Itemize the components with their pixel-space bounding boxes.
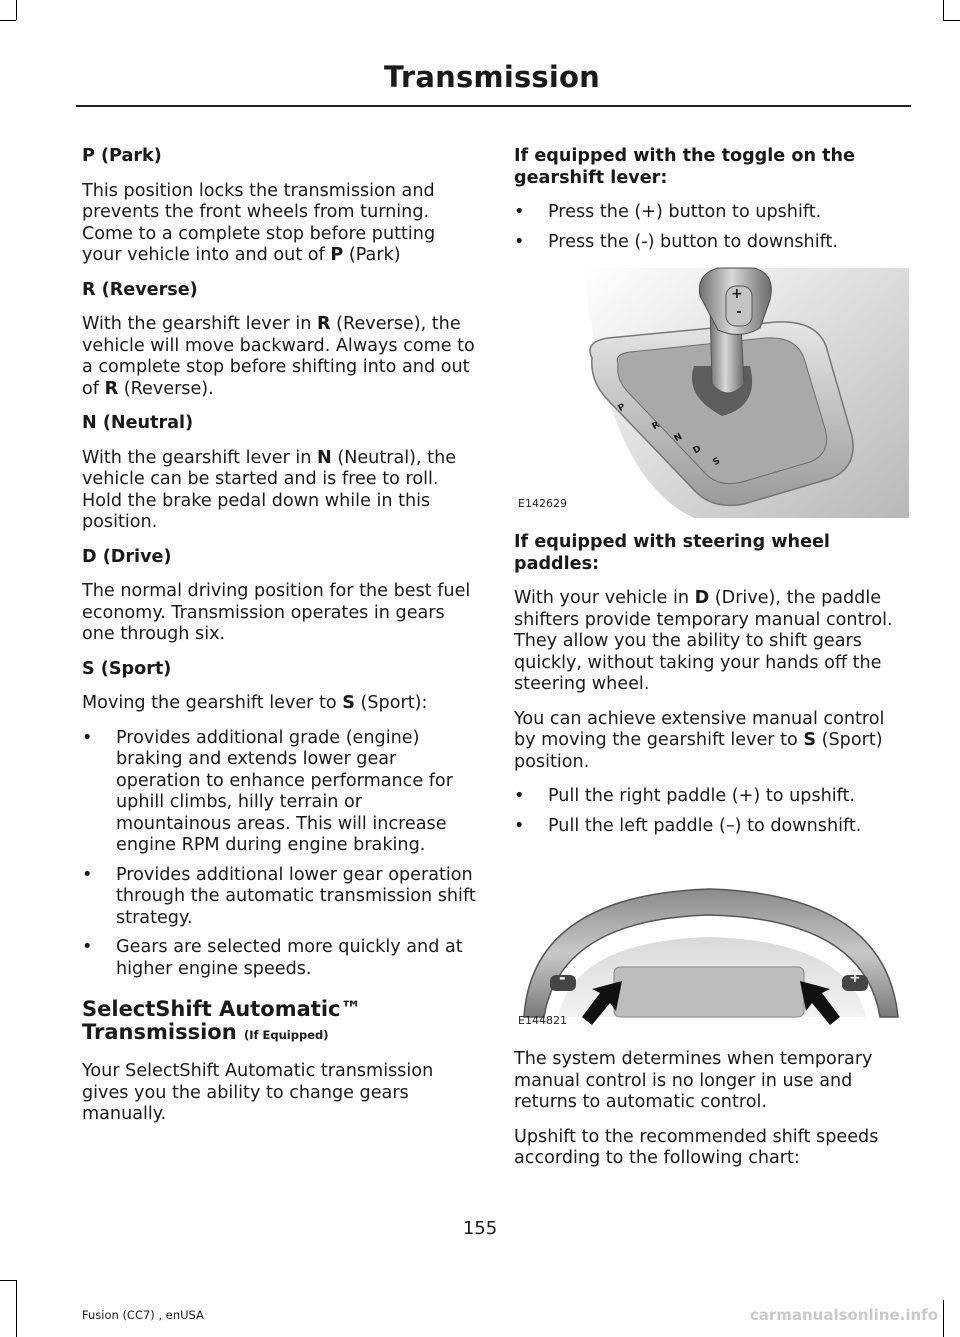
list-item: • Pull the left paddle (–) to downshift.	[514, 816, 909, 838]
paddles-body-2: You can achieve extensive manual control by moving the gearshift lever to S (Sport) position.	[514, 708, 885, 772]
watermark: carmanualsonline.info	[749, 1306, 938, 1324]
gate-label-n: N	[672, 431, 685, 445]
right-column	[514, 146, 909, 1183]
gate-label-r: R	[650, 420, 662, 433]
park-body: This position locks the transmission and prevents the front wheels from turning. Come to a complete stop before putting your vehicle into and out of P (Park)	[82, 180, 436, 265]
toggle-bullet-list	[514, 202, 909, 253]
crop-mark-top-left-h	[0, 20, 16, 21]
crop-mark-top-right-v	[943, 0, 944, 20]
reverse-body: With the gearshift lever in R (Reverse), the vehicle will move backward. Always come to a complete stop before shifting into and out of R (Reverse).	[82, 314, 475, 399]
toggle-heading: If equipped with the toggle on the gearshift lever:	[514, 146, 855, 188]
steering-wheel-illustration	[514, 855, 909, 1035]
crop-mark-top-left-v	[16, 0, 17, 20]
closing-paragraph-2: Upshift to the recommended shift speeds according to the following chart:	[514, 1126, 879, 1168]
drive-body: The normal driving position for the best fuel economy. Transmission operates in gears one through six.	[82, 581, 471, 644]
minus-button-label: -	[736, 304, 742, 320]
left-column	[82, 146, 477, 1139]
list-item: • Provides additional lower gear operation through the automatic transmission shift strategy.	[82, 865, 477, 930]
gearshift-lever-figure	[514, 266, 909, 518]
list-item: • Provides additional grade (engine) braking and extends lower gear operation to enhance performance for uphill climbs, hilly terrain or mountainous areas. This will increase engine RPM during engine braking.	[82, 728, 477, 857]
gate-label-d: D	[691, 443, 704, 457]
list-item: • Press the (-) button to downshift.	[514, 232, 909, 254]
gearshift-lever-illustration	[514, 266, 909, 518]
figure-code: E144821	[518, 1013, 567, 1027]
neutral-body: With the gearshift lever in N (Neutral), the vehicle can be started and is free to roll. Hold the brake pedal down while in this position.	[82, 447, 457, 532]
page-title: Transmission	[384, 60, 600, 94]
page-number: 155	[462, 1218, 498, 1239]
crop-mark-bottom-right-v	[943, 1300, 944, 1337]
sport-heading: S (Sport)	[82, 658, 172, 679]
paddles-body-1: With your vehicle in D (Drive), the paddle shifters provide temporary manual control. They allow you the ability to shift gears quickly, without taking your hands off the steering wheel.	[514, 588, 893, 694]
sport-bullet-list	[82, 728, 477, 981]
closing-paragraph-1: The system determines when temporary manual control is no longer in use and returns to automatic control.	[514, 1049, 873, 1112]
park-heading: P (Park)	[82, 146, 162, 166]
list-item: • Pull the right paddle (+) to upshift.	[514, 786, 909, 808]
selectshift-qualifier: (If Equipped)	[243, 1028, 329, 1042]
selectshift-heading: SelectShift Automatic™ Transmission (If Equipped)	[82, 997, 362, 1044]
gate-label-s: S	[711, 456, 723, 469]
reverse-heading: R (Reverse)	[82, 279, 198, 300]
crop-mark-top-right-h	[943, 20, 960, 21]
document-info: Fusion (CC7) , enUSA	[82, 1308, 204, 1322]
figure-code: E142629	[518, 496, 567, 510]
neutral-heading: N (Neutral)	[82, 413, 194, 433]
list-item: • Gears are selected more quickly and at higher engine speeds.	[82, 937, 477, 980]
title-rule	[76, 105, 911, 107]
left-paddle-minus-label: -	[559, 968, 566, 987]
crop-mark-bottom-left-h	[0, 1280, 16, 1281]
drive-heading: D (Drive)	[82, 546, 172, 567]
paddles-heading: If equipped with steering wheel paddles:	[514, 532, 830, 574]
gate-label-p: P	[616, 402, 628, 415]
paddles-bullet-list	[514, 786, 909, 837]
sport-intro: Moving the gearshift lever to S (Sport):	[82, 693, 428, 713]
plus-button-label: +	[731, 286, 743, 302]
selectshift-body: Your SelectShift Automatic transmission gives you the ability to change gears manually.	[82, 1061, 434, 1124]
right-paddle-plus-label: +	[849, 970, 861, 986]
steering-wheel-figure	[514, 855, 909, 1035]
crop-mark-bottom-left-v	[16, 1280, 17, 1337]
list-item: • Press the (+) button to upshift.	[514, 202, 909, 224]
